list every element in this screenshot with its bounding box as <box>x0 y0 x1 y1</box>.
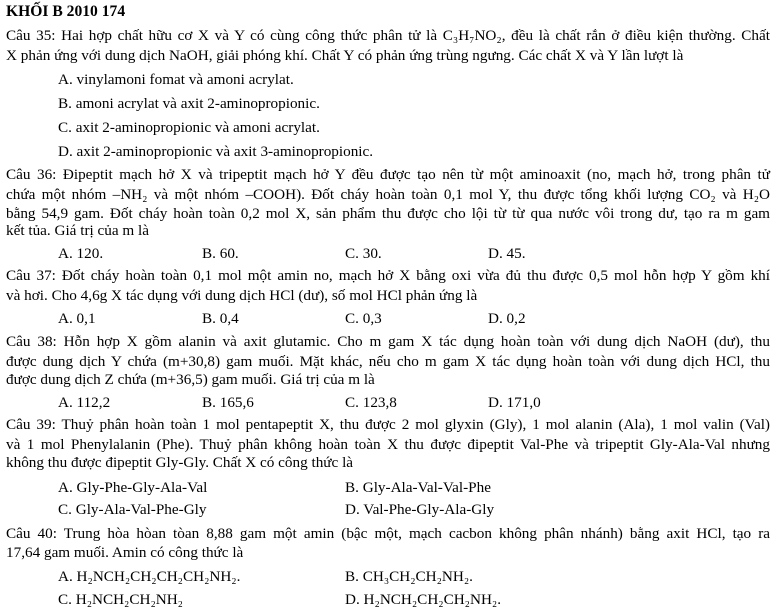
q38-stem-line-1: Câu 38: Hỗn hợp X gồm alanin và axit glutamic. Cho m gam X tác dụng hoàn toàn với dung dịch NaOH (dư), thu <box>6 333 770 350</box>
q40-option-a: A. H₂NCH₂CH₂CH₂CH₂NH₂. <box>58 568 241 585</box>
q36-option-b: B. 60. <box>202 245 239 262</box>
q35-option-d: D. axit 2-aminopropionic và axit 3-aminopropionic. <box>58 143 374 160</box>
q39-stem-line-1: Câu 39: Thuỷ phân hoàn toàn 1 mol pentapeptit X, thu được 2 mol glyxin (Gly), 1 mol alanin (Ala), 1 mol valin (Val) <box>6 416 770 433</box>
q36-option-a: A. 120. <box>58 245 104 262</box>
q39-option-a: A. Gly-Phe-Gly-Ala-Val <box>58 479 208 496</box>
q35-stem-line-1: Câu 35: Hai hợp chất hữu cơ X và Y có cùng công thức phân tử là C₃H₇NO₂, đều là chất rắn ở điều kiện thường. Chất <box>6 27 770 44</box>
q38-option-d: D. 171,0 <box>488 394 541 411</box>
q37-option-a: A. 0,1 <box>58 310 96 327</box>
q35-option-a: A. vinylamoni fomat và amoni acrylat. <box>58 71 294 88</box>
q37-option-c: C. 0,3 <box>345 310 382 327</box>
q36-option-c: C. 30. <box>345 245 382 262</box>
q40-option-d: D. H₂NCH₂CH₂CH₂NH₂. <box>345 591 501 608</box>
q39-option-d: D. Val-Phe-Gly-Ala-Gly <box>345 501 495 518</box>
q38-option-b: B. 165,6 <box>202 394 254 411</box>
q37-option-b: B. 0,4 <box>202 310 239 327</box>
q36-stem-line-1: Câu 36: Đipeptit mạch hở X và tripeptit mạch hở Y đều được tạo nên từ một aminoaxit (no, mạch hở, trong phân tử <box>6 166 770 183</box>
q38-option-c: C. 123,8 <box>345 394 397 411</box>
q38-stem-line-2: được dung dịch Y chứa (m+30,8) gam muối. Mặt khác, nếu cho m gam X tác dụng hoàn toàn với dung dịch HCl, thu <box>6 353 770 370</box>
q36-option-d: D. 45. <box>488 245 526 262</box>
q36-stem-line-2: chứa một nhóm –NH₂ và một nhóm –COOH). Đốt cháy hoàn toàn 0,1 mol Y, thu được tổng khối lượng CO₂ và H₂O <box>6 186 770 203</box>
q38-option-a: A. 112,2 <box>58 394 111 411</box>
q39-option-c: C. Gly-Ala-Val-Phe-Gly <box>58 501 207 518</box>
q38-stem-line-3: được dung dịch Z chứa (m+36,5) gam muối. Giá trị của m là <box>6 371 375 388</box>
q39-stem-line-3: không thu được đipeptit Gly-Gly. Chất X có công thức là <box>6 454 354 471</box>
q36-stem-line-3: bằng 54,9 gam. Đốt cháy hoàn toàn 0,2 mol X, sản phẩm thu được cho lội từ từ qua nước vôi trong dư, tạo ra m gam <box>6 205 770 222</box>
q37-stem-line-1: Câu 37: Đốt cháy hoàn toàn 0,1 mol một amin no, mạch hở X bằng oxi vừa đủ thu được 0,5 mol hỗn hợp Y gồm khí <box>6 267 770 284</box>
q37-option-d: D. 0,2 <box>488 310 526 327</box>
q37-stem-line-2: và hơi. Cho 4,6g X tác dụng với dung dịch HCl (dư), số mol HCl phản ứng là <box>6 287 478 304</box>
q35-option-c: C. axit 2-aminopropionic và amoni acrylat. <box>58 119 320 136</box>
q40-option-b: B. CH₃CH₂CH₂NH₂. <box>345 568 473 585</box>
q40-stem-line-2: 17,64 gam muối. Amin có công thức là <box>6 544 244 561</box>
q35-stem-line-2: X phản ứng với dung dịch NaOH, giải phóng khí. Chất Y có phản ứng trùng ngưng. Các chất X và Y lần lượt là <box>6 47 684 64</box>
q40-stem-line-1: Câu 40: Trung hòa hòan tòan 8,88 gam một amin (bậc một, mạch cacbon không phân nhánh) bằng axit HCl, tạo ra <box>6 525 770 542</box>
q39-stem-line-2: và 1 mol Phenylalanin (Phe). Thuỷ phân không hoàn toàn X thu được đipeptit Val-Phe và tripeptit Gly-Ala-Val nhưng <box>6 436 770 453</box>
q40-option-c: C. H₂NCH₂CH₂NH₂ <box>58 591 183 608</box>
page-title: KHỐI B 2010 174 <box>6 3 126 20</box>
q36-stem-line-4: kết tủa. Giá trị của m là <box>6 222 149 239</box>
q39-option-b: B. Gly-Ala-Val-Val-Phe <box>345 479 491 496</box>
q35-option-b: B. amoni acrylat và axit 2-aminopropionic. <box>58 95 320 112</box>
